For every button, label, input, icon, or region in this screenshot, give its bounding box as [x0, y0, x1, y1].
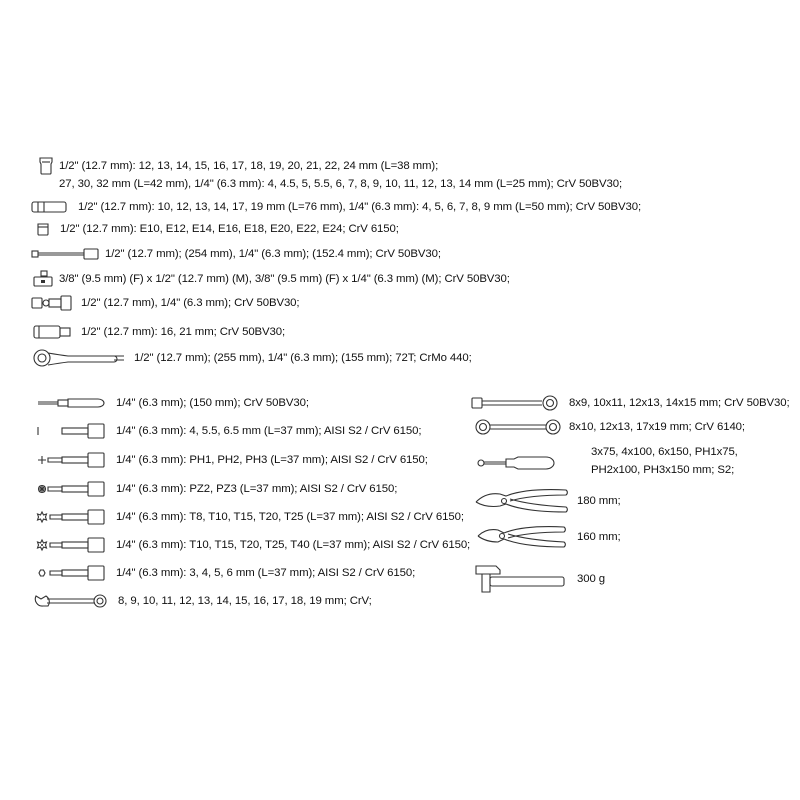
deep-socket-icon	[30, 199, 70, 215]
spec-text: 3x75, 4x100, 6x150, PH1x75,	[591, 446, 738, 458]
spec-row-slotted-bits	[36, 422, 436, 440]
combination-wrench-icon	[34, 592, 110, 610]
spec-row-extension-bars	[30, 245, 470, 263]
spec-row-universal-joints	[30, 294, 310, 312]
spec-text: PH2x100, PH3x150 mm; S2;	[591, 464, 735, 476]
spec-row-phillips-bits	[36, 451, 436, 469]
hammer-icon	[472, 562, 568, 596]
torx-bit-socket-icon	[36, 508, 110, 526]
slotted-bit-socket-icon	[36, 422, 110, 440]
spec-text: 180 mm;	[577, 495, 621, 507]
spec-text: 1/4" (6.3 mm): PH1, PH2, PH3 (L=37 mm); AISI S2 / CrV 6150;	[116, 454, 428, 466]
spec-text: 1/2" (12.7 mm): 10, 12, 13, 14, 17, 19 mm (L=76 mm), 1/4" (6.3 mm): 4, 5, 6, 7, 8, 9 mm (L=50 mm); CrV 50BV30;	[78, 201, 642, 213]
spec-row-deep-sockets	[30, 198, 670, 216]
universal-joint-icon	[30, 294, 74, 312]
spec-row-pozidriv-bits	[36, 480, 436, 498]
spec-row-screwdrivers	[470, 445, 790, 481]
spec-text: 1/4" (6.3 mm): 3, 4, 5, 6 mm (L=37 mm); AISI S2 / CrV 6150;	[116, 567, 416, 579]
spec-text: 1/4" (6.3 mm); (150 mm); CrV 50BV30;	[116, 397, 309, 409]
screwdriver-icon	[476, 454, 560, 472]
spec-text: 27, 30, 32 mm (L=42 mm), 1/4" (6.3 mm): 4, 4.5, 5, 5.5, 6, 7, 8, 9, 10, 11, 12, 13, 14 mm (L=25 mm); CrV 50BV30;	[59, 178, 623, 190]
spec-row-hammer	[470, 562, 670, 596]
side-cutter-pliers-icon	[474, 522, 574, 552]
spec-text: 1/2" (12.7 mm): 16, 21 mm; CrV 50BV30;	[81, 326, 286, 338]
spec-text: 3/8" (9.5 mm) (F) x 1/2" (12.7 mm) (M), 3/8" (9.5 mm) (F) x 1/4" (6.3 mm) (M); CrV 50BV30;	[59, 273, 510, 285]
torx-socket-icon	[35, 221, 51, 237]
adapter-icon	[32, 270, 54, 288]
spec-row-combination-pliers	[470, 486, 670, 516]
spec-row-spark-plug-sockets	[30, 323, 310, 341]
hex-bit-socket-icon	[36, 564, 110, 582]
spec-text: 1/4" (6.3 mm): T10, T15, T20, T25, T40 (L=37 mm); AISI S2 / CrV 6150;	[116, 539, 471, 551]
spec-text: 1/2" (12.7 mm); (255 mm), 1/4" (6.3 mm); (155 mm); 72T; CrMo 440;	[134, 352, 472, 364]
extension-bar-icon	[30, 246, 102, 262]
spec-row-combination-wrenches	[34, 592, 374, 610]
spec-text: 1/2" (12.7 mm): E10, E12, E14, E16, E18, E20, E22, E24; CrV 6150;	[60, 223, 399, 235]
spec-row-sockets	[30, 156, 623, 192]
spark-plug-socket-icon	[32, 323, 74, 341]
spec-text: 8x10, 12x13, 17x19 mm; CrV 6140;	[569, 421, 745, 433]
spec-row-torx-sockets	[30, 220, 470, 238]
spec-row-ratchets	[30, 349, 490, 367]
phillips-bit-socket-icon	[36, 451, 110, 469]
socket-icon	[36, 156, 56, 176]
spec-row-torx-tamper-bits	[36, 536, 471, 554]
spec-text: 1/4" (6.3 mm): T8, T10, T15, T20, T25 (L=37 mm); AISI S2 / CrV 6150;	[116, 511, 464, 523]
spec-row-flex-head-wrenches	[470, 394, 790, 412]
spec-text: 8, 9, 10, 11, 12, 13, 14, 15, 16, 17, 18, 19 mm; CrV;	[118, 595, 372, 607]
ratchet-icon	[30, 348, 128, 368]
pozidriv-bit-socket-icon	[36, 480, 110, 498]
double-ring-wrench-icon	[474, 418, 562, 436]
spec-text: 300 g	[577, 573, 606, 585]
spec-text: 1/4" (6.3 mm): 4, 5.5, 6.5 mm (L=37 mm); AISI S2 / CrV 6150;	[116, 425, 422, 437]
spec-text: 1/2" (12.7 mm); (254 mm), 1/4" (6.3 mm); (152.4 mm); CrV 50BV30;	[105, 248, 441, 260]
spec-text: 1/2" (12.7 mm): 12, 13, 14, 15, 16, 17, 18, 19, 20, 21, 22, 24 mm (L=38 mm);	[59, 160, 439, 172]
spec-row-double-ring-wrenches	[470, 418, 770, 436]
spec-text: 1/4" (6.3 mm): PZ2, PZ3 (L=37 mm); AISI S2 / CrV 6150;	[116, 483, 398, 495]
flex-head-wrench-icon	[470, 394, 562, 412]
torx-tamper-bit-socket-icon	[36, 536, 110, 554]
bit-holder-screwdriver-icon	[36, 395, 110, 411]
spec-row-hex-bits	[36, 564, 436, 582]
combination-pliers-icon	[474, 486, 574, 516]
spec-row-torx-bits	[36, 508, 464, 526]
spec-text: 8x9, 10x11, 12x13, 14x15 mm; CrV 50BV30;	[569, 397, 790, 409]
spec-row-side-cutter-pliers	[470, 522, 670, 552]
spec-text: 160 mm;	[577, 531, 621, 543]
spec-row-adapters	[30, 270, 510, 288]
spec-text: 1/2" (12.7 mm), 1/4" (6.3 mm); CrV 50BV30;	[81, 297, 300, 309]
spec-row-bit-holder	[36, 394, 336, 412]
